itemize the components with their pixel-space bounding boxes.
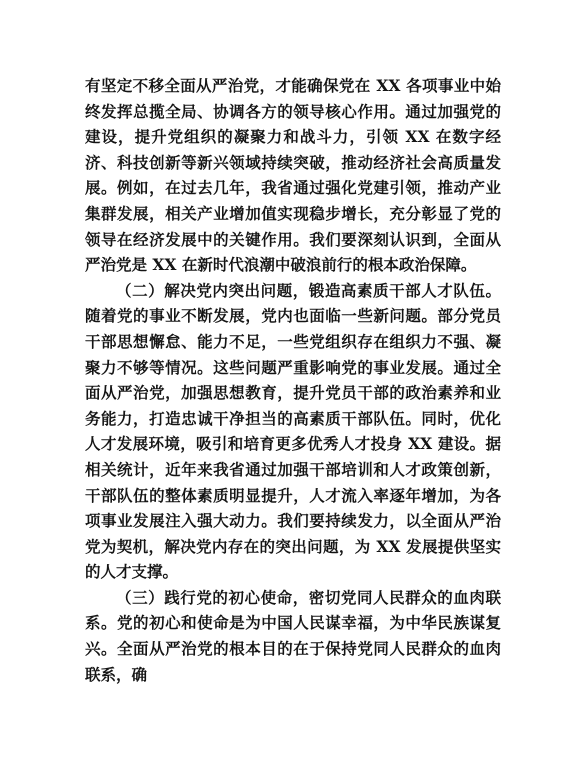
paragraph-1: 有坚定不移全面从严治党，才能确保党在 XX 各项事业中始终发挥总揽全局、协调各方的领导核心作用。通过加强党的建设，提升党组织的凝聚力和战斗力，引领 XX 在数字经济、科技创新等新兴领域持续突破，推动经济社会高质量发展。例如，在过去几年，我省通过强化党建引领，推动产业集群发展，相关产业增加值实现稳步增长，充分彰显了党的领导在经济发展中的关键作用。我们要深刻认识到，全面从严治党是 XX 在新时代浪潮中破浪前行的根本政治保障。: [85, 76, 501, 275]
paragraph-2-section-two: （二）解决党内突出问题，锻造高素质干部人才队伍。随着党的事业不断发展，党内也面临一些新问题。部分党员干部思想懈怠、能力不足，一些党组织存在组织力不强、凝聚力不够等情况。这些问题严重影响党的事业发展。通过全面从严治党，加强思想教育，提升党员干部的政治素养和业务能力，打造忠诚干净担当的高素质干部队伍。同时，优化人才发展环境，吸引和培育更多优秀人才投身 XX 建设。据相关统计，近年来我省通过加强干部培训和人才政策创新，干部队伍的整体素质明显提升，人才流入率逐年增加，为各项事业发展注入强大动力。我们要持续发力，以全面从严治党为契机，解决党内存在的突出问题，为 XX 发展提供坚实的人才支撑。: [85, 280, 501, 582]
paragraph-3-section-three: （三）践行党的初心使命，密切党同人民群众的血肉联系。党的初心和使命是为中国人民谋幸福，为中华民族谋复兴。全面从严治党的根本目的在于保持党同人民群众的血肉联系，确: [85, 587, 501, 684]
document-body: [85, 73, 501, 687]
